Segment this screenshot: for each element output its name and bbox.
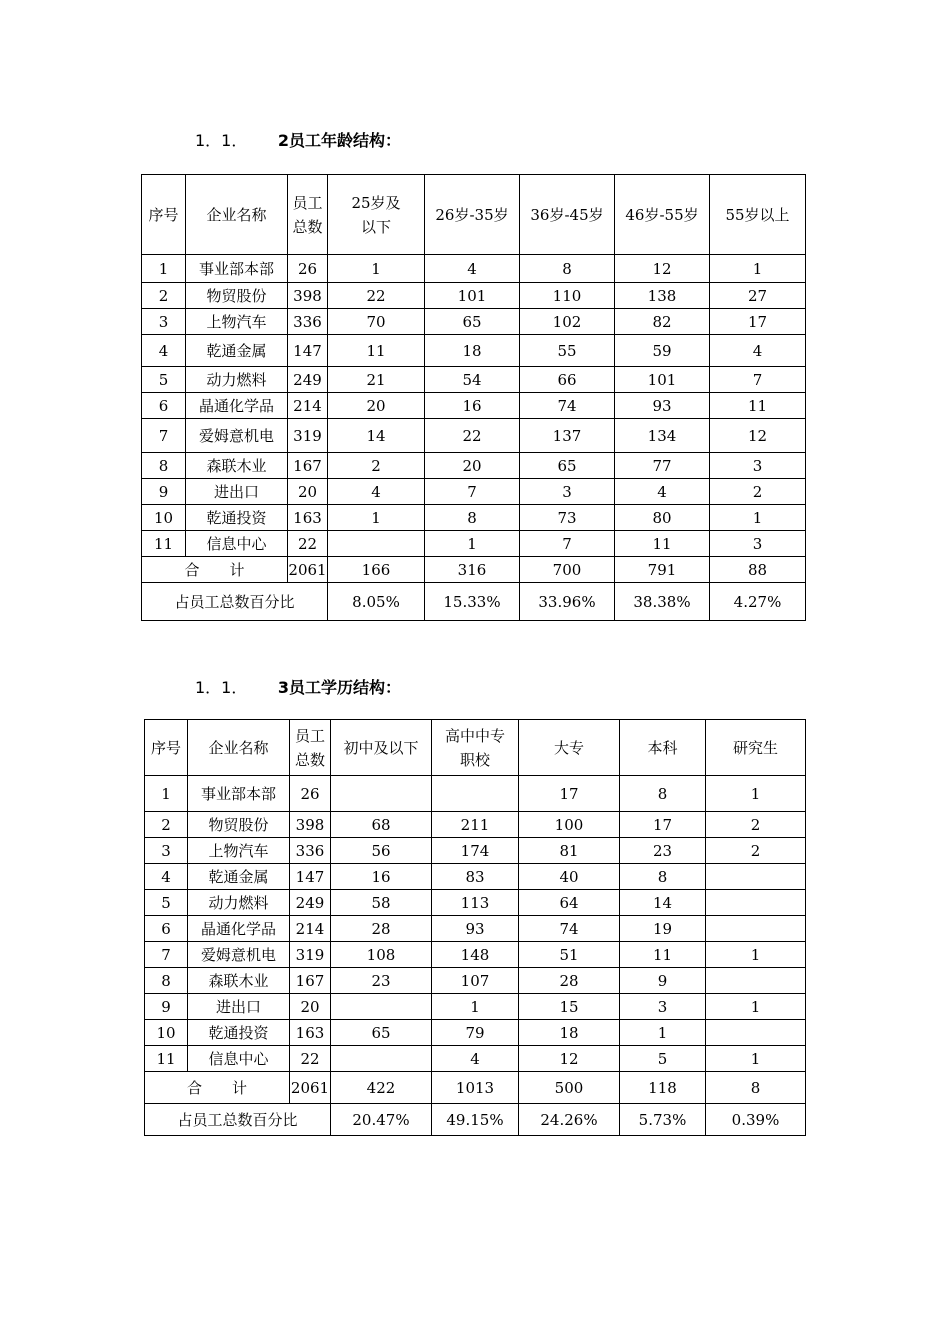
- table-cell: 物贸股份: [186, 283, 288, 309]
- table-cell: 93: [615, 393, 710, 419]
- total-value: 8: [706, 1072, 806, 1104]
- table-cell: 6: [145, 916, 188, 942]
- table-cell: 7: [145, 942, 188, 968]
- table-cell: 26: [290, 776, 331, 812]
- table-cell: 4: [432, 1046, 519, 1072]
- table-row: [145, 916, 806, 942]
- table-cell: 102: [520, 309, 615, 335]
- table-cell: 27: [710, 283, 806, 309]
- total-value: 166: [328, 557, 425, 583]
- table-cell: 28: [519, 968, 620, 994]
- table-cell: 101: [425, 283, 520, 309]
- table-cell: 晶通化学品: [186, 393, 288, 419]
- percentage-row: [142, 583, 806, 621]
- table-cell: 68: [331, 812, 432, 838]
- table-cell: 2: [328, 453, 425, 479]
- table-row: [142, 393, 806, 419]
- age-structure-table: [141, 174, 806, 621]
- table-cell: 22: [290, 1046, 331, 1072]
- total-value: 316: [425, 557, 520, 583]
- table-cell: 55: [520, 335, 615, 367]
- table-cell: 113: [432, 890, 519, 916]
- table-cell: 138: [615, 283, 710, 309]
- table-cell: 74: [519, 916, 620, 942]
- table-cell: 214: [288, 393, 328, 419]
- total-value: 422: [331, 1072, 432, 1104]
- table-cell: 1: [706, 1046, 806, 1072]
- table-cell: 107: [432, 968, 519, 994]
- table-cell: 1: [710, 255, 806, 283]
- total-value: 2061: [290, 1072, 331, 1104]
- total-value: 2061: [288, 557, 328, 583]
- table-cell: 12: [615, 255, 710, 283]
- table-cell: 晶通化学品: [188, 916, 290, 942]
- table-cell: 20: [328, 393, 425, 419]
- table-cell: 54: [425, 367, 520, 393]
- table-row: [145, 994, 806, 1020]
- total-value: 791: [615, 557, 710, 583]
- table-cell: 65: [331, 1020, 432, 1046]
- table-row: [142, 367, 806, 393]
- table-cell: 4: [142, 335, 186, 367]
- table-cell: 110: [520, 283, 615, 309]
- table-cell: 167: [290, 968, 331, 994]
- table-cell: 3: [520, 479, 615, 505]
- table-cell: 物贸股份: [188, 812, 290, 838]
- table-header-row: [142, 175, 806, 255]
- table-cell: 40: [519, 864, 620, 890]
- section-title: 3员工学历结构：: [277, 678, 402, 697]
- table-cell: 93: [432, 916, 519, 942]
- table-cell: 8: [620, 776, 706, 812]
- table-cell: 15: [519, 994, 620, 1020]
- table-row: [145, 942, 806, 968]
- table-cell: 10: [145, 1020, 188, 1046]
- table-cell: 336: [290, 838, 331, 864]
- percentage-value: 8.05%: [328, 583, 425, 621]
- table-cell: [331, 776, 432, 812]
- percentage-value: 15.33%: [425, 583, 520, 621]
- table-cell: 137: [520, 419, 615, 453]
- table-cell: 23: [331, 968, 432, 994]
- table-cell: 17: [710, 309, 806, 335]
- header-company: 企业名称: [186, 175, 288, 255]
- table-cell: 爱姆意机电: [186, 419, 288, 453]
- table-row: [145, 838, 806, 864]
- percentage-value: 24.26%: [519, 1104, 620, 1136]
- table-cell: 1: [328, 255, 425, 283]
- percentage-value: 20.47%: [331, 1104, 432, 1136]
- table-cell: [706, 890, 806, 916]
- table-cell: 乾通投资: [188, 1020, 290, 1046]
- total-row: [142, 557, 806, 583]
- table-cell: 9: [142, 479, 186, 505]
- table-cell: 147: [290, 864, 331, 890]
- header-graduate: 研究生: [706, 720, 806, 776]
- table-row: [142, 335, 806, 367]
- total-row: [145, 1072, 806, 1104]
- percentage-value: 0.39%: [706, 1104, 806, 1136]
- table-cell: 58: [331, 890, 432, 916]
- table-cell: [331, 1046, 432, 1072]
- table-cell: 上物汽车: [186, 309, 288, 335]
- table-cell: 5: [145, 890, 188, 916]
- table-header-row: [145, 720, 806, 776]
- table-cell: 3: [710, 453, 806, 479]
- table-cell: 73: [520, 505, 615, 531]
- table-cell: 1: [706, 994, 806, 1020]
- percentage-label: 占员工总数百分比: [142, 583, 328, 621]
- table-cell: 3: [145, 838, 188, 864]
- table-cell: 森联木业: [188, 968, 290, 994]
- table-cell: 26: [288, 255, 328, 283]
- percentage-value: 33.96%: [520, 583, 615, 621]
- table-row: [142, 255, 806, 283]
- table-cell: 22: [425, 419, 520, 453]
- table-cell: 4: [615, 479, 710, 505]
- table-cell: 3: [620, 994, 706, 1020]
- table-row: [145, 812, 806, 838]
- table-cell: 398: [290, 812, 331, 838]
- table-row: [142, 453, 806, 479]
- table-cell: 乾通投资: [186, 505, 288, 531]
- table-row: [142, 309, 806, 335]
- table-cell: 4: [145, 864, 188, 890]
- table-cell: 11: [328, 335, 425, 367]
- table-cell: 20: [290, 994, 331, 1020]
- table-cell: 12: [519, 1046, 620, 1072]
- table-cell: 21: [328, 367, 425, 393]
- table-cell: 23: [620, 838, 706, 864]
- percentage-label: 占员工总数百分比: [145, 1104, 331, 1136]
- table-row: [145, 1046, 806, 1072]
- header-index: 序号: [145, 720, 188, 776]
- table-cell: 乾通金属: [188, 864, 290, 890]
- table-cell: 56: [331, 838, 432, 864]
- table-cell: 66: [520, 367, 615, 393]
- table-cell: 82: [615, 309, 710, 335]
- table-cell: 进出口: [186, 479, 288, 505]
- table-cell: [432, 776, 519, 812]
- header-age-25-below: 25岁及以下: [328, 175, 425, 255]
- table-cell: 134: [615, 419, 710, 453]
- table-cell: 101: [615, 367, 710, 393]
- table-cell: 51: [519, 942, 620, 968]
- table-cell: 16: [331, 864, 432, 890]
- table-cell: 319: [290, 942, 331, 968]
- table-cell: 8: [620, 864, 706, 890]
- education-structure-table: [144, 719, 806, 1136]
- table-cell: 80: [615, 505, 710, 531]
- table-cell: 74: [520, 393, 615, 419]
- table-cell: 11: [710, 393, 806, 419]
- table-cell: 108: [331, 942, 432, 968]
- table-cell: 2: [142, 283, 186, 309]
- total-value: 1013: [432, 1072, 519, 1104]
- table-row: [145, 1020, 806, 1046]
- table-row: [142, 479, 806, 505]
- table-cell: 11: [142, 531, 186, 557]
- table-cell: 9: [145, 994, 188, 1020]
- table-cell: 1: [425, 531, 520, 557]
- total-label: 合 计: [142, 557, 288, 583]
- table-cell: 7: [142, 419, 186, 453]
- table-cell: 1: [328, 505, 425, 531]
- table-cell: 4: [710, 335, 806, 367]
- table-cell: [706, 1020, 806, 1046]
- table-cell: 398: [288, 283, 328, 309]
- table-cell: 信息中心: [188, 1046, 290, 1072]
- table-cell: 信息中心: [186, 531, 288, 557]
- table-cell: 1: [142, 255, 186, 283]
- table-cell: 81: [519, 838, 620, 864]
- table-cell: 11: [620, 942, 706, 968]
- table-cell: 83: [432, 864, 519, 890]
- header-total-staff: 员工总数: [290, 720, 331, 776]
- table-cell: 8: [425, 505, 520, 531]
- header-junior-high-below: 初中及以下: [331, 720, 432, 776]
- table-cell: 乾通金属: [186, 335, 288, 367]
- table-cell: 11: [615, 531, 710, 557]
- table-cell: 65: [425, 309, 520, 335]
- table-row: [145, 890, 806, 916]
- table-cell: 8: [145, 968, 188, 994]
- table-row: [142, 531, 806, 557]
- table-row: [145, 864, 806, 890]
- table-cell: 64: [519, 890, 620, 916]
- total-value: 700: [520, 557, 615, 583]
- table-cell: 4: [425, 255, 520, 283]
- table-cell: 1: [145, 776, 188, 812]
- table-cell: 6: [142, 393, 186, 419]
- table-cell: [706, 916, 806, 942]
- table-cell: 147: [288, 335, 328, 367]
- table-cell: 17: [620, 812, 706, 838]
- table-cell: 2: [706, 838, 806, 864]
- table-cell: 20: [425, 453, 520, 479]
- table-cell: 森联木业: [186, 453, 288, 479]
- table-cell: [328, 531, 425, 557]
- percentage-row: [145, 1104, 806, 1136]
- total-value: 88: [710, 557, 806, 583]
- header-age-55-above: 55岁以上: [710, 175, 806, 255]
- table-cell: 12: [710, 419, 806, 453]
- table-cell: 动力燃料: [188, 890, 290, 916]
- header-age-46-55: 46岁-55岁: [615, 175, 710, 255]
- table-cell: 2: [706, 812, 806, 838]
- table-cell: 18: [425, 335, 520, 367]
- table-cell: 5: [620, 1046, 706, 1072]
- table-cell: 167: [288, 453, 328, 479]
- table-cell: 22: [328, 283, 425, 309]
- header-high-school-vocational: 高中中专职校: [432, 720, 519, 776]
- header-total-staff: 员工总数: [288, 175, 328, 255]
- table-cell: 19: [620, 916, 706, 942]
- percentage-value: 49.15%: [432, 1104, 519, 1136]
- table-cell: 211: [432, 812, 519, 838]
- header-bachelor: 本科: [620, 720, 706, 776]
- table-cell: 1: [706, 776, 806, 812]
- table-cell: 100: [519, 812, 620, 838]
- table-cell: 4: [328, 479, 425, 505]
- table-cell: 18: [519, 1020, 620, 1046]
- table-cell: 163: [290, 1020, 331, 1046]
- table-cell: 20: [288, 479, 328, 505]
- table-row: [142, 283, 806, 309]
- table-cell: 爱姆意机电: [188, 942, 290, 968]
- table-row: [145, 776, 806, 812]
- header-index: 序号: [142, 175, 186, 255]
- section-number: 1．1．: [195, 131, 248, 150]
- table-cell: 174: [432, 838, 519, 864]
- section-heading-education: [195, 675, 401, 698]
- table-cell: 上物汽车: [188, 838, 290, 864]
- table-cell: 8: [520, 255, 615, 283]
- table-cell: 7: [425, 479, 520, 505]
- table-cell: 事业部本部: [188, 776, 290, 812]
- table-cell: 1: [620, 1020, 706, 1046]
- table-cell: 8: [142, 453, 186, 479]
- table-cell: 7: [710, 367, 806, 393]
- table-cell: 3: [710, 531, 806, 557]
- header-age-36-45: 36岁-45岁: [520, 175, 615, 255]
- table-cell: 1: [710, 505, 806, 531]
- table-cell: 7: [520, 531, 615, 557]
- table-cell: 148: [432, 942, 519, 968]
- section-number: 1．1．: [195, 678, 248, 697]
- table-cell: 2: [145, 812, 188, 838]
- table-cell: 动力燃料: [186, 367, 288, 393]
- total-label: 合 计: [145, 1072, 290, 1104]
- table-cell: 1: [432, 994, 519, 1020]
- table-cell: 28: [331, 916, 432, 942]
- table-cell: 5: [142, 367, 186, 393]
- table-cell: [706, 864, 806, 890]
- table-cell: 3: [142, 309, 186, 335]
- percentage-value: 38.38%: [615, 583, 710, 621]
- table-row: [145, 968, 806, 994]
- table-cell: 77: [615, 453, 710, 479]
- table-cell: 249: [290, 890, 331, 916]
- section-heading-age: [195, 128, 401, 151]
- table-cell: 319: [288, 419, 328, 453]
- total-value: 500: [519, 1072, 620, 1104]
- header-college: 大专: [519, 720, 620, 776]
- table-cell: 11: [145, 1046, 188, 1072]
- percentage-value: 5.73%: [620, 1104, 706, 1136]
- table-cell: 10: [142, 505, 186, 531]
- table-cell: 1: [706, 942, 806, 968]
- table-cell: 65: [520, 453, 615, 479]
- table-cell: [331, 994, 432, 1020]
- table-cell: 70: [328, 309, 425, 335]
- table-cell: 249: [288, 367, 328, 393]
- total-value: 118: [620, 1072, 706, 1104]
- table-cell: 事业部本部: [186, 255, 288, 283]
- table-cell: 22: [288, 531, 328, 557]
- table-cell: 14: [328, 419, 425, 453]
- table-cell: 16: [425, 393, 520, 419]
- section-title: 2员工年龄结构：: [277, 131, 402, 150]
- table-cell: 进出口: [188, 994, 290, 1020]
- table-cell: 336: [288, 309, 328, 335]
- header-company: 企业名称: [188, 720, 290, 776]
- table-cell: 9: [620, 968, 706, 994]
- table-cell: 214: [290, 916, 331, 942]
- percentage-value: 4.27%: [710, 583, 806, 621]
- table-row: [142, 505, 806, 531]
- header-age-26-35: 26岁-35岁: [425, 175, 520, 255]
- table-cell: 163: [288, 505, 328, 531]
- table-cell: 14: [620, 890, 706, 916]
- table-cell: 79: [432, 1020, 519, 1046]
- table-cell: 2: [710, 479, 806, 505]
- table-row: [142, 419, 806, 453]
- table-cell: [706, 968, 806, 994]
- table-cell: 59: [615, 335, 710, 367]
- table-cell: 17: [519, 776, 620, 812]
